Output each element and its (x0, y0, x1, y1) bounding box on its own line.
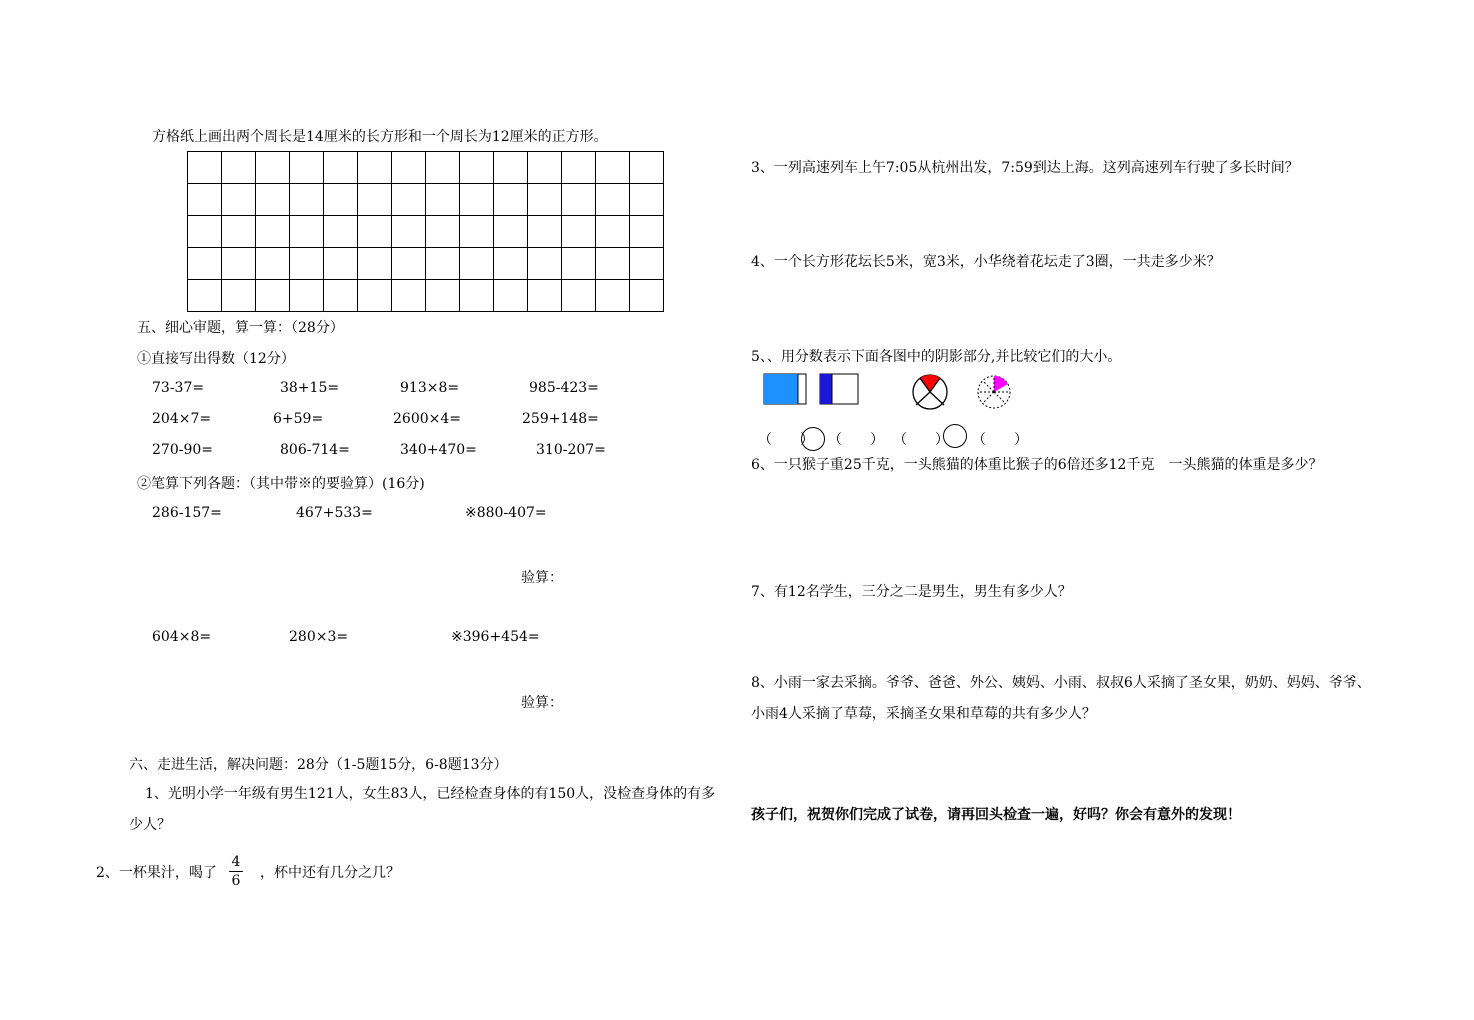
grid-row (188, 152, 664, 184)
grid-cell[interactable] (494, 184, 528, 216)
grid-cell[interactable] (630, 248, 664, 280)
mental-problem: 6+59= (273, 411, 324, 427)
grid-cell[interactable] (188, 248, 222, 280)
closing-message: 孩子们，祝贺你们完成了试卷，请再回头检查一遍，好吗？你会有意外的发现！ (751, 807, 1241, 823)
grid-cell[interactable] (460, 216, 494, 248)
grid-cell[interactable] (290, 280, 324, 312)
answer-blank[interactable]: （ ） (828, 432, 884, 448)
question-3: 3、一列高速列车上午7:05从杭州出发，7:59到达上海。这列高速列车行驶了多长时间？ (751, 160, 1299, 176)
mental-problem: 259+148= (522, 411, 599, 427)
grid-cell[interactable] (426, 280, 460, 312)
grid-cell[interactable] (630, 152, 664, 184)
grid-cell[interactable] (256, 152, 290, 184)
mental-problem: 2600×4= (393, 411, 461, 427)
mental-problem: 38+15= (280, 380, 340, 396)
mental-problem: 340+470= (400, 442, 477, 458)
shaded-part (820, 374, 832, 404)
grid-cell[interactable] (188, 152, 222, 184)
grid-cell[interactable] (290, 184, 324, 216)
shaded-part (764, 374, 798, 404)
grid-cell[interactable] (630, 280, 664, 312)
grid-cell[interactable] (460, 152, 494, 184)
section-5-title: 五、细心审题，算一算：（28分） (137, 320, 344, 336)
mental-problem: 310-207= (536, 442, 606, 458)
grid-cell[interactable] (324, 152, 358, 184)
grid-cell[interactable] (426, 216, 460, 248)
grid-cell[interactable] (426, 248, 460, 280)
grid-cell[interactable] (222, 216, 256, 248)
question-1: 1、光明小学一年级有男生121人，女生83人，已经检查身体的有150人，没检查身体的有多少人？ (129, 786, 716, 833)
grid-cell[interactable] (460, 280, 494, 312)
mental-problem: 806-714= (280, 442, 350, 458)
grid-cell[interactable] (358, 152, 392, 184)
grid-cell[interactable] (324, 248, 358, 280)
grid-cell[interactable] (256, 184, 290, 216)
question-8: 8、小雨一家去采摘。爷爷、爸爸、外公、姨妈、小雨、叔叔6人采摘了圣女果，奶奶、妈妈、爷爷、小雨4人采摘了草莓，采摘圣女果和草莓的共有多少人？ (751, 675, 1371, 722)
grid-cell[interactable] (324, 184, 358, 216)
fraction-four-sixths (229, 853, 243, 890)
grid-paper (187, 151, 664, 312)
grid-cell[interactable] (528, 248, 562, 280)
grid-instruction: 方格纸上画出两个周长是14厘米的长方形和一个周长为12厘米的正方形。 (152, 129, 608, 145)
check-label: 验算： (521, 695, 563, 711)
grid-cell[interactable] (256, 216, 290, 248)
grid-cell[interactable] (222, 184, 256, 216)
grid-cell[interactable] (562, 184, 596, 216)
grid-row (188, 280, 664, 312)
grid-row (188, 248, 664, 280)
grid-cell[interactable] (562, 216, 596, 248)
part-2-title: ②笔算下列各题：（其中带※的要验算）(16分) (137, 476, 425, 492)
grid-cell[interactable] (392, 184, 426, 216)
written-problem: 280×3= (289, 629, 349, 645)
grid-cell[interactable] (358, 184, 392, 216)
grid-cell[interactable] (392, 280, 426, 312)
grid-cell[interactable] (188, 216, 222, 248)
grid-cell[interactable] (528, 184, 562, 216)
answer-blank[interactable]: （ ） (758, 432, 814, 448)
written-problem: 286-157= (152, 505, 222, 521)
part-1-title: ①直接写出得数（12分） (137, 351, 295, 367)
grid-cell[interactable] (256, 248, 290, 280)
grid-cell[interactable] (460, 248, 494, 280)
written-problem: ※880-407= (465, 505, 547, 521)
grid-row (188, 184, 664, 216)
grid-cell[interactable] (494, 152, 528, 184)
grid-cell[interactable] (188, 184, 222, 216)
grid-cell[interactable] (494, 216, 528, 248)
grid-cell[interactable] (392, 248, 426, 280)
answer-blank[interactable]: （ ） (972, 432, 1028, 448)
grid-cell[interactable] (494, 248, 528, 280)
question-2-suffix: ，杯中还有几分之几？ (260, 865, 400, 881)
mental-problem: 204×7= (152, 411, 212, 427)
fraction-denominator: 6 (231, 873, 241, 889)
written-problem: 467+533= (296, 505, 373, 521)
grid-cell[interactable] (222, 152, 256, 184)
grid-cell[interactable] (562, 152, 596, 184)
grid-cell[interactable] (630, 184, 664, 216)
question-7: 7、有12名学生，三分之二是男生，男生有多少人？ (751, 584, 1072, 600)
fraction-numerator: 4 (231, 854, 241, 870)
grid-cell[interactable] (528, 152, 562, 184)
grid-cell[interactable] (358, 216, 392, 248)
shaded-circle-1 (913, 375, 947, 409)
grid-cell[interactable] (596, 216, 630, 248)
grid-cell[interactable] (562, 280, 596, 312)
grid-cell[interactable] (222, 280, 256, 312)
grid-cell[interactable] (256, 280, 290, 312)
grid-row (188, 216, 664, 248)
question-4: 4、一个长方形花坛长5米，宽3米，小华绕着花坛走了3圈，一共走多少米？ (751, 254, 1221, 270)
grid-cell[interactable] (358, 248, 392, 280)
question-2-prefix: 2、一杯果汁，喝了 (96, 865, 217, 881)
grid-cell[interactable] (528, 280, 562, 312)
grid-cell[interactable] (222, 248, 256, 280)
written-problem: ※396+454= (451, 629, 540, 645)
grid-cell[interactable] (426, 152, 460, 184)
grid-cell[interactable] (188, 280, 222, 312)
mental-problem: 73-37= (152, 380, 205, 396)
fraction-figures (760, 370, 1020, 415)
answer-blank[interactable]: （ ） (893, 432, 949, 448)
grid-cell[interactable] (324, 216, 358, 248)
grid-cell[interactable] (562, 248, 596, 280)
grid-cell[interactable] (324, 280, 358, 312)
mental-problem: 913×8= (400, 380, 460, 396)
compare-circle[interactable] (800, 426, 826, 452)
written-problem: 604×8= (152, 629, 212, 645)
grid-cell[interactable] (596, 152, 630, 184)
grid-cell[interactable] (290, 248, 324, 280)
grid-cell[interactable] (596, 184, 630, 216)
grid-cell[interactable] (460, 184, 494, 216)
grid-cell[interactable] (528, 216, 562, 248)
check-label: 验算： (521, 570, 563, 586)
grid-cell[interactable] (392, 216, 426, 248)
compare-circle[interactable] (942, 423, 968, 449)
shaded-circle-2 (978, 376, 1010, 408)
grid-cell[interactable] (358, 280, 392, 312)
grid-cell[interactable] (290, 216, 324, 248)
question-6: 6、一只猴子重25千克，一头熊猫的体重比猴子的6倍还多12千克 一头熊猫的体重是多少？ (751, 457, 1323, 473)
section-6-title: 六、走进生活，解决问题：28分（1-5题15分，6-8题13分） (129, 757, 508, 773)
grid-cell[interactable] (426, 184, 460, 216)
grid-cell[interactable] (630, 216, 664, 248)
grid-cell[interactable] (290, 152, 324, 184)
mental-problem: 270-90= (152, 442, 213, 458)
grid-cell[interactable] (596, 280, 630, 312)
grid-cell[interactable] (596, 248, 630, 280)
question-5: 5、、用分数表示下面各图中的阴影部分,并比较它们的大小。 (751, 349, 1122, 365)
grid-cell[interactable] (392, 152, 426, 184)
mental-problem: 985-423= (529, 380, 599, 396)
grid-cell[interactable] (494, 280, 528, 312)
